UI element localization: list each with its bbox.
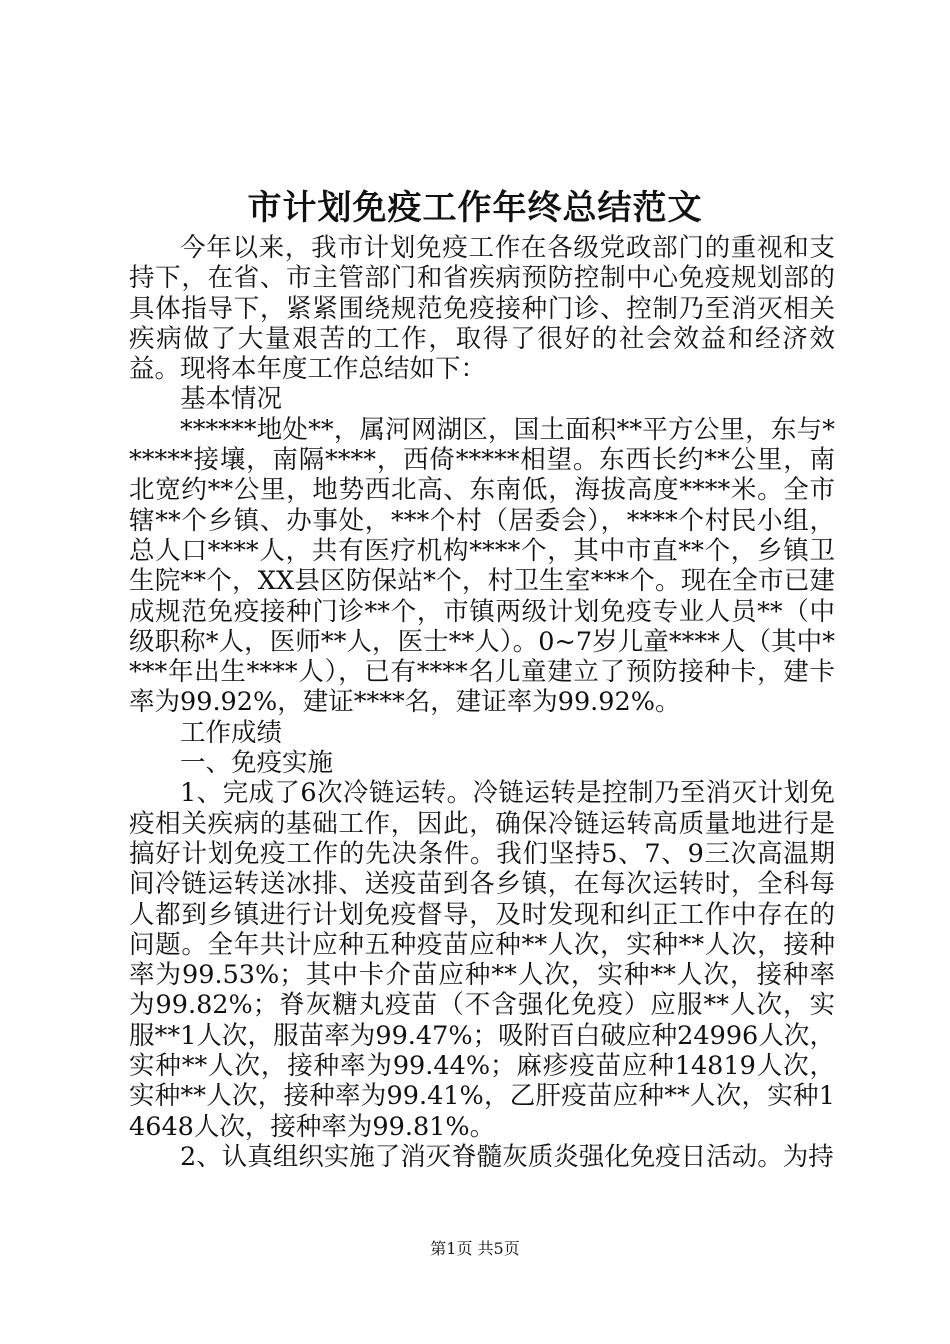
- document-title: 市计划免疫工作年终总结范文: [247, 188, 703, 228]
- paragraph-intro: 今年以来，我市计划免疫工作在各级党政部门的重视和支持下，在省、市主管部门和省疾病预防控制中心免疫规划部的具体指导下，紧紧围绕规范免疫接种门诊、控制乃至消灭相关疾病做了大量艰苦的工作，取得了很好的社会效益和经济效益。现将本年度工作总结如下：: [129, 233, 835, 385]
- heading-work-results: 工作成绩: [180, 717, 283, 748]
- document-body: [129, 233, 835, 1172]
- page-footer: 第1页 共5页: [430, 1239, 520, 1258]
- paragraph-cold-chain: 1、完成了6次冷链运转。冷链运转是控制乃至消灭计划免疫相关疾病的基础工作，因此，确保冷链运转高质量地进行是搞好计划免疫工作的先决条件。我们坚持5、7、9三次高温期间冷链运转送冰排、送疫苗到各乡镇，在每次运转时，全科每人都到乡镇进行计划免疫督导，及时发现和纠正工作中存在的问题。全年共计应种五种疫苗应种**人次，实种**人次，接种率为99.53%；其中卡介苗应种**人次，实种**人次，接种率为99.82%；脊灰糖丸疫苗（不含强化免疫）应服**人次，实服**1人次，服苗率为99.47%；吸附百白破应种24996人次，实种**人次，接种率为99.44%；麻疹疫苗应种14819人次，实种**人次，接种率为99.41%，乙肝疫苗应种**人次，实种14648人次，接种率为99.81%。: [129, 778, 835, 1142]
- heading-immunization: 一、免疫实施: [180, 748, 334, 779]
- paragraph-basic-situation: ******地处**，属河网湖区，国土面积**平方公里，东与******接壤，南隔****，西倚*****相望。东西长约**公里，南北宽约**公里，地势西北高、东南低，海拔高度****米。全市辖**个乡镇、办事处，***个村（居委会），****个村民小组，总人口****人，共有医疗机构****个，其中市直**个，乡镇卫生院**个，XX县区防保站*个，村卫生室***个。现在全市已建成规范免疫接种门诊**个，市镇两级计划免疫专业人员**（中级职称*人，医师**人，医士**人）。0~7岁儿童****人（其中****年出生****人），已有****名儿童建立了预防接种卡，建卡率为99.92%，建证****名，建证率为99.92%。: [129, 414, 835, 718]
- paragraph-polio-campaign: 2、认真组织实施了消灭脊髓灰质炎强化免疫日活动。为持: [180, 1141, 834, 1172]
- heading-basic-situation: 基本情况: [180, 384, 283, 415]
